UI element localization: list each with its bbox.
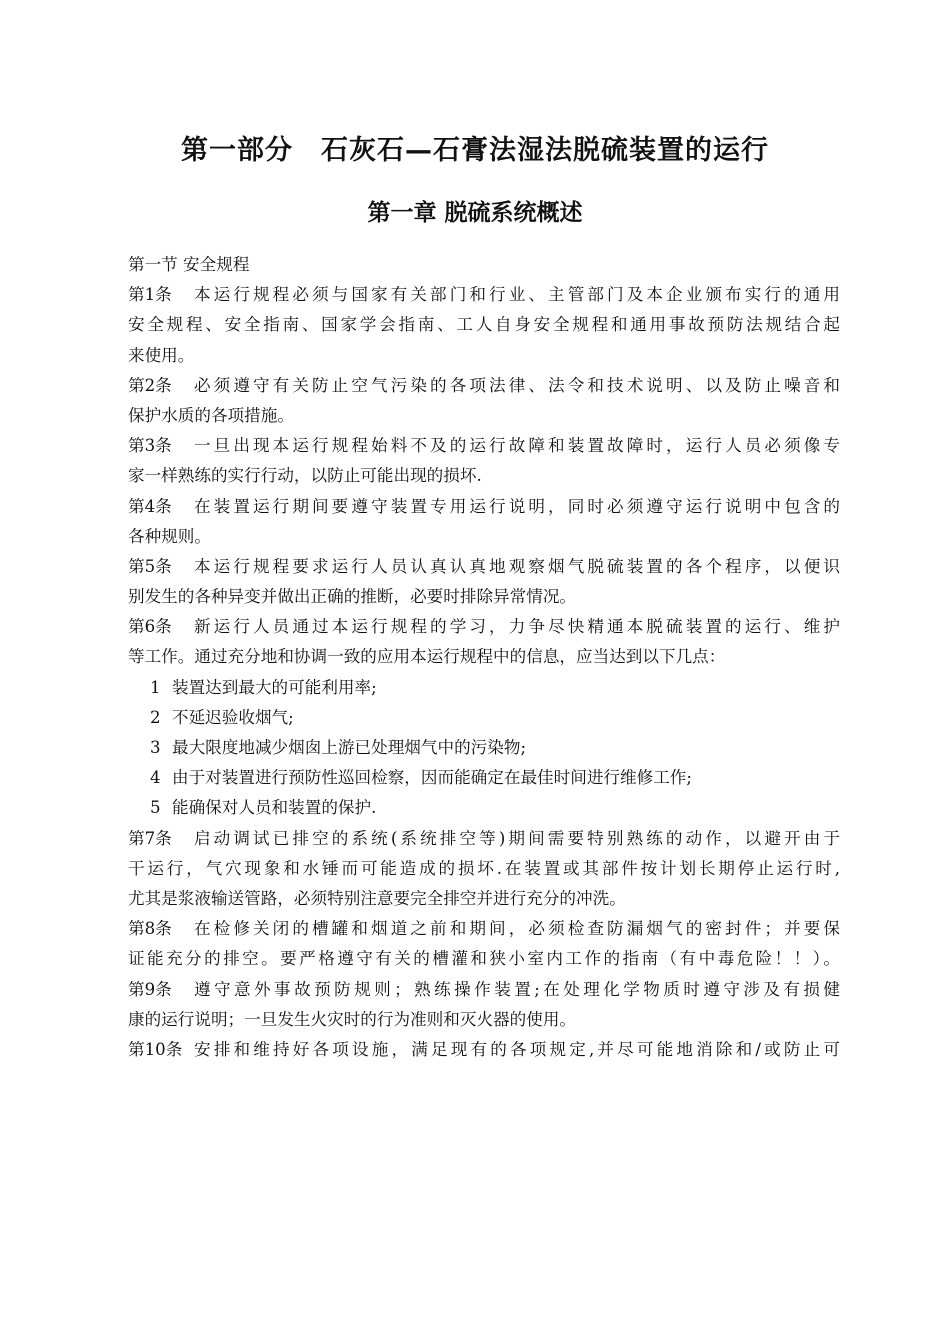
list-item-text: 能确保对人员和装置的保护.: [172, 798, 377, 818]
article-number: 第5条: [128, 556, 172, 576]
article-line: [128, 824, 840, 854]
list-item: [128, 763, 840, 793]
paragraph-line: 等工作。通过充分地和协调一致的应用本运行规程中的信息，应当达到以下几点：: [128, 647, 726, 667]
article-number: 第4条: [128, 496, 172, 516]
article-text: 本运行规程必须与国家有关部门和行业、主管部门及本企业颁布实行的通用: [194, 285, 840, 305]
list-item-text: 最大限度地减少烟囱上游已处理烟气中的污染物;: [172, 738, 527, 757]
list-item: [128, 703, 840, 733]
article-number: 第6条: [128, 617, 172, 637]
list-item-text: 装置达到最大的可能利用率;: [172, 677, 377, 697]
document-body: [128, 250, 840, 1065]
part-title: 第一部分 石灰石—石膏法湿法脱硫装置的运行: [181, 135, 769, 166]
list-item: [128, 733, 840, 763]
article-number: 第10条: [128, 1039, 183, 1059]
article-number: 第9条: [128, 979, 172, 999]
article-text: 遵守意外事故预防规则；熟练操作装置;在处理化学物质时遵守涉及有损健: [194, 979, 840, 999]
article-number: 第3条: [128, 436, 172, 456]
article-text: 在检修关闭的槽罐和烟道之前和期间，必须检查防漏烟气的密封件；并要保: [194, 919, 840, 939]
list-item-text: 由于对装置进行预防性巡回检察，因而能确定在最佳时间进行维修工作;: [172, 768, 692, 788]
chapter-title: 第一章 脱硫系统概述: [367, 200, 583, 226]
article-line: [128, 552, 840, 582]
list-item-text: 不延迟验收烟气;: [172, 707, 294, 727]
paragraph-line: 尤其是浆液输送管路，必须特别注意要完全排空并进行充分的冲洗。: [128, 888, 626, 908]
paragraph-line: 康的运行说明；一旦发生火灾时的行为准则和灭火器的使用。: [128, 1009, 577, 1029]
paragraph-line: 来使用。: [128, 345, 195, 365]
article-line: [128, 612, 840, 642]
article-number: 第8条: [128, 919, 172, 939]
list-item: [128, 673, 840, 703]
article-number: 第1条: [128, 285, 172, 305]
article-text: 新运行人员通过本运行规程的学习，力争尽快精通本脱硫装置的运行、维护: [194, 617, 840, 637]
list-item: [128, 793, 840, 823]
article-text: 在装置运行期间要遵守装置专用运行说明，同时必须遵守运行说明中包含的: [194, 496, 840, 516]
article-text: 必须遵守有关防止空气污染的各项法律、法令和技术说明、以及防止噪音和: [194, 375, 840, 395]
article-text: 安排和维持好各项设施，满足现有的各项规定,并尽可能地消除和/或防止可: [194, 1039, 840, 1059]
article-text: 启动调试已排空的系统(系统排空等)期间需要特别熟练的动作，以避开由于: [194, 828, 840, 848]
article-line: [128, 914, 840, 944]
list-item-number: 5: [150, 798, 161, 818]
article-number: 第2条: [128, 375, 172, 395]
list-item-number: 1: [150, 677, 161, 697]
paragraph-line: 干运行，气穴现象和水锤而可能造成的损坏.在装置或其部件按计划长期停止运行时,: [128, 858, 840, 878]
article-line: [128, 431, 840, 461]
paragraph-line: 证能充分的排空。要严格遵守有关的槽灌和狭小室内工作的指南（有中毒危险！！）。: [128, 949, 840, 969]
list-item-number: 3: [150, 738, 161, 757]
article-line: [128, 280, 840, 310]
article-number: 第7条: [128, 828, 172, 848]
section-heading: 第一节 安全规程: [128, 255, 250, 274]
list-item-number: 4: [150, 768, 161, 788]
paragraph-line: 安全规程、安全指南、国家学会指南、工人自身安全规程和通用事故预防法规结合起: [128, 315, 840, 335]
list-item-number: 2: [150, 707, 161, 727]
article-line: [128, 492, 840, 522]
paragraph-line: 家一样熟练的实行行动，以防止可能出现的损坏.: [128, 466, 482, 486]
article-text: 一旦出现本运行规程始料不及的运行故障和装置故障时，运行人员必须像专: [194, 436, 840, 456]
article-line: [128, 1035, 840, 1065]
paragraph-line: 各种规则。: [128, 526, 211, 546]
article-line: [128, 975, 840, 1005]
article-line: [128, 371, 840, 401]
paragraph-line: 保护水质的各项措施。: [128, 405, 294, 425]
paragraph-line: 别发生的各种异变并做出正确的推断，必要时排除异常情况。: [128, 587, 577, 607]
article-text: 本运行规程要求运行人员认真认真地观察烟气脱硫装置的各个程序，以便识: [194, 556, 840, 576]
